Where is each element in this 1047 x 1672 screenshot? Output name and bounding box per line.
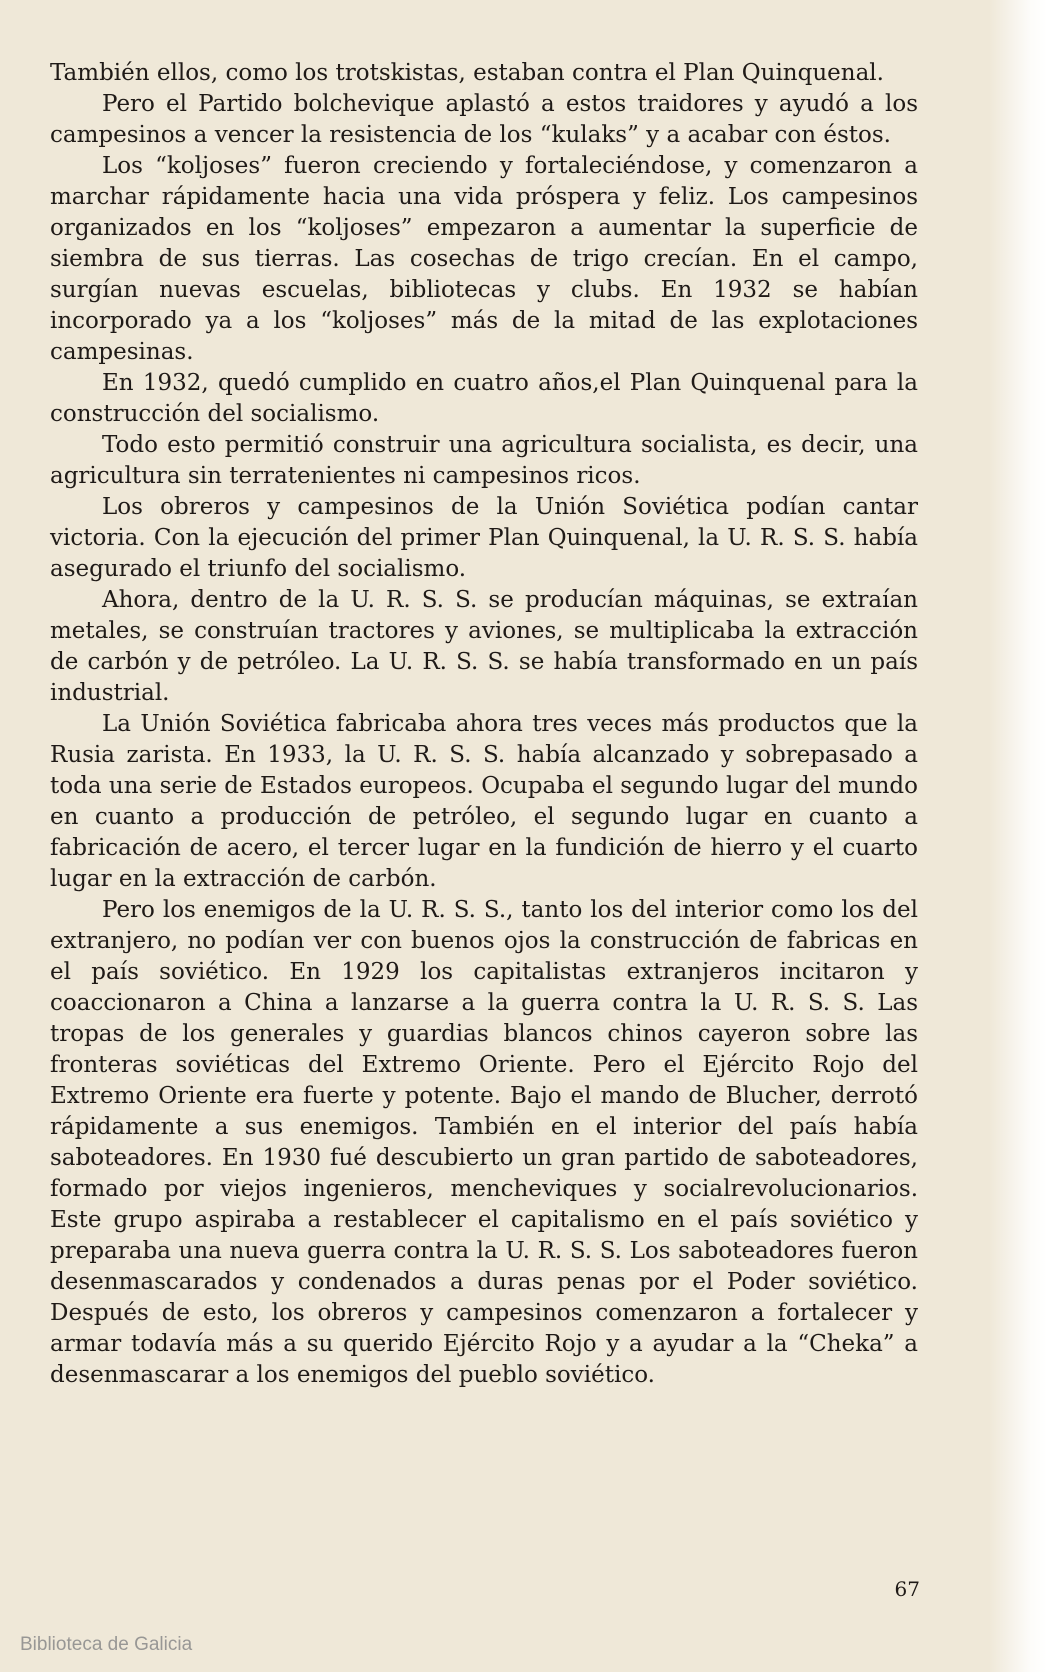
page-number: 67: [894, 1577, 920, 1601]
paragraph: Pero los enemigos de la U. R. S. S., tanto los del interior como los del extranjero, no podían ver con buenos ojos la construcción de fabricas en el país soviético. En 1929 los capitalistas extranjeros incitaron y coaccionaron a China a lanzarse a la guerra contra la U. R. S. S. Las tropas de los generales y guardias blancos chinos cayeron sobre las fronteras soviéticas del Extremo Oriente. Pero el Ejército Rojo del Extremo Oriente era fuerte y potente. Bajo el mando de Blucher, derrotó rápidamente a sus enemigos. También en el interior del país había saboteadores. En 1930 fué descubierto un gran partido de saboteadores, formado por viejos ingenieros, mencheviques y socialrevolucionarios. Este grupo aspiraba a restablecer el capitalismo en el país soviético y preparaba una nueva guerra contra la U. R. S. S. Los saboteadores fueron desenmascarados y condenados a duras penas por el Poder soviético. Después de esto, los obreros y campesinos comenzaron a fortalecer y armar todavía más a su querido Ejército Rojo y a ayudar a la “Cheka” a desenmascarar a los enemigos del pueblo soviético.: [50, 897, 918, 1388]
paragraph: También ellos, como los trotskistas, estaban contra el Plan Quinquenal.: [50, 60, 884, 86]
paragraph: Todo esto permitió construir una agricultura socialista, es decir, una agricultura sin terratenientes ni campesinos ricos.: [50, 432, 918, 489]
paragraph: La Unión Soviética fabricaba ahora tres veces más productos que la Rusia zarista. En 1933, la U. R. S. S. había alcanzado y sobrepasado a toda una serie de Estados europeos. Ocupaba el segundo lugar del mundo en cuanto a producción de petróleo, el segundo lugar en cuanto a fabricación de acero, el tercer lugar en la fundición de hierro y el cuarto lugar en la extracción de carbón.: [50, 711, 918, 892]
page-body-text: [50, 58, 918, 1391]
paragraph: Los “koljoses” fueron creciendo y fortaleciéndose, y comenzaron a marchar rápidamente hacia una vida próspera y feliz. Los campesinos organizados en los “koljoses” empezaron a aumentar la superficie de siembra de sus tierras. Las cosechas de trigo crecían. En el campo, surgían nuevas escuelas, bibliotecas y clubs. En 1932 se habían incorporado ya a los “koljoses” más de la mitad de las explotaciones campesinas.: [50, 153, 918, 365]
paragraph: Pero el Partido bolchevique aplastó a estos traidores y ayudó a los campesinos a vencer la resistencia de los “kulaks” y a acabar con éstos.: [50, 91, 918, 148]
paragraph: Ahora, dentro de la U. R. S. S. se producían máquinas, se extraían metales, se construían tractores y aviones, se multiplicaba la extracción de carbón y de petróleo. La U. R. S. S. se había transformado en un país industrial.: [50, 587, 918, 706]
paragraph: Los obreros y campesinos de la Unión Soviética podían cantar victoria. Con la ejecución del primer Plan Quinquenal, la U. R. S. S. había asegurado el triunfo del socialismo.: [50, 494, 918, 582]
library-watermark: Biblioteca de Galicia: [20, 1634, 193, 1655]
paragraph: En 1932, quedó cumplido en cuatro años,el Plan Quinquenal para la construcción del socialismo.: [50, 370, 918, 427]
